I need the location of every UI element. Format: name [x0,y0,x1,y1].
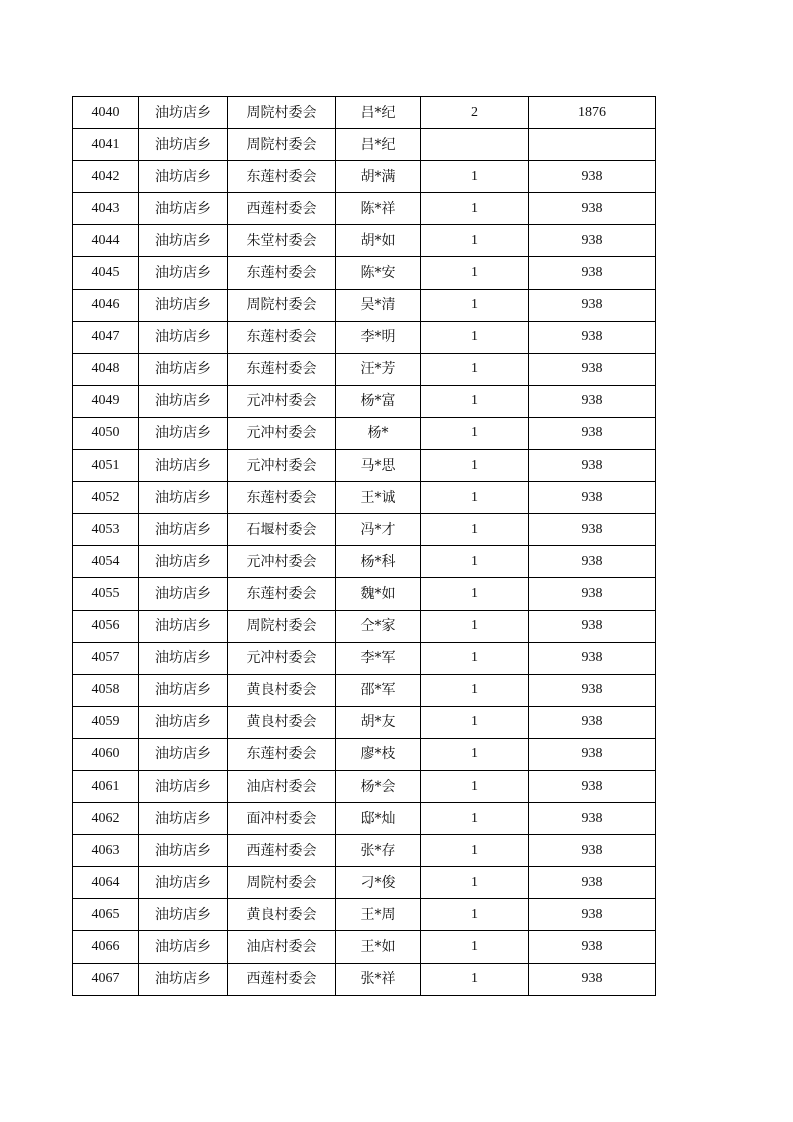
person-name-cell: 陈*祥 [336,193,421,225]
person-name-cell: 廖*枝 [336,738,421,770]
row-id-cell: 4047 [73,321,139,353]
township-cell: 油坊店乡 [139,578,228,610]
person-name-cell: 仝*家 [336,610,421,642]
amount-cell: 938 [529,450,656,482]
quantity-cell: 1 [421,803,529,835]
amount-cell: 938 [529,578,656,610]
village-cell: 黄良村委会 [228,674,336,706]
township-cell: 油坊店乡 [139,738,228,770]
village-cell: 西莲村委会 [228,963,336,995]
table-row [73,931,656,963]
quantity-cell: 1 [421,931,529,963]
row-id-cell: 4046 [73,289,139,321]
table-row [73,770,656,802]
village-cell: 周院村委会 [228,129,336,161]
table-row [73,257,656,289]
person-name-cell: 张*祥 [336,963,421,995]
row-id-cell: 4060 [73,738,139,770]
amount-cell: 938 [529,482,656,514]
township-cell: 油坊店乡 [139,642,228,674]
quantity-cell: 1 [421,674,529,706]
row-id-cell: 4041 [73,129,139,161]
village-cell: 石堰村委会 [228,514,336,546]
township-cell: 油坊店乡 [139,899,228,931]
village-cell: 周院村委会 [228,97,336,129]
amount-cell: 938 [529,642,656,674]
person-name-cell: 陈*安 [336,257,421,289]
amount-cell: 938 [529,899,656,931]
township-cell: 油坊店乡 [139,193,228,225]
records-body [73,97,656,996]
amount-cell: 938 [529,610,656,642]
amount-cell: 938 [529,289,656,321]
person-name-cell: 汪*芳 [336,353,421,385]
table-row [73,417,656,449]
person-name-cell: 胡*如 [336,225,421,257]
quantity-cell: 1 [421,899,529,931]
village-cell: 周院村委会 [228,867,336,899]
row-id-cell: 4044 [73,225,139,257]
amount-cell [529,129,656,161]
table-row [73,482,656,514]
quantity-cell: 1 [421,642,529,674]
quantity-cell: 1 [421,289,529,321]
amount-cell: 1876 [529,97,656,129]
person-name-cell: 李*军 [336,642,421,674]
quantity-cell: 1 [421,963,529,995]
amount-cell: 938 [529,353,656,385]
table-row [73,225,656,257]
quantity-cell: 1 [421,514,529,546]
row-id-cell: 4054 [73,546,139,578]
quantity-cell: 1 [421,385,529,417]
amount-cell: 938 [529,931,656,963]
person-name-cell: 吕*纪 [336,97,421,129]
township-cell: 油坊店乡 [139,867,228,899]
village-cell: 东莲村委会 [228,321,336,353]
village-cell: 周院村委会 [228,610,336,642]
person-name-cell: 王*周 [336,899,421,931]
table-row [73,129,656,161]
amount-cell: 938 [529,674,656,706]
row-id-cell: 4062 [73,803,139,835]
township-cell: 油坊店乡 [139,129,228,161]
row-id-cell: 4059 [73,706,139,738]
village-cell: 东莲村委会 [228,482,336,514]
person-name-cell: 马*思 [336,450,421,482]
person-name-cell: 邵*军 [336,674,421,706]
quantity-cell: 1 [421,867,529,899]
quantity-cell: 1 [421,225,529,257]
table-row [73,835,656,867]
township-cell: 油坊店乡 [139,482,228,514]
row-id-cell: 4049 [73,385,139,417]
row-id-cell: 4055 [73,578,139,610]
row-id-cell: 4051 [73,450,139,482]
row-id-cell: 4040 [73,97,139,129]
table-row [73,353,656,385]
village-cell: 东莲村委会 [228,161,336,193]
person-name-cell: 王*诚 [336,482,421,514]
quantity-cell: 2 [421,97,529,129]
person-name-cell: 邸*灿 [336,803,421,835]
table-row [73,450,656,482]
amount-cell: 938 [529,417,656,449]
amount-cell: 938 [529,706,656,738]
quantity-cell: 1 [421,321,529,353]
quantity-cell: 1 [421,835,529,867]
township-cell: 油坊店乡 [139,161,228,193]
village-cell: 油店村委会 [228,931,336,963]
table-row [73,578,656,610]
township-cell: 油坊店乡 [139,706,228,738]
village-cell: 元冲村委会 [228,642,336,674]
township-cell: 油坊店乡 [139,450,228,482]
row-id-cell: 4065 [73,899,139,931]
township-cell: 油坊店乡 [139,97,228,129]
row-id-cell: 4050 [73,417,139,449]
township-cell: 油坊店乡 [139,225,228,257]
amount-cell: 938 [529,803,656,835]
township-cell: 油坊店乡 [139,931,228,963]
person-name-cell: 魏*如 [336,578,421,610]
village-cell: 东莲村委会 [228,353,336,385]
row-id-cell: 4064 [73,867,139,899]
village-cell: 东莲村委会 [228,257,336,289]
table-row [73,193,656,225]
quantity-cell: 1 [421,417,529,449]
township-cell: 油坊店乡 [139,674,228,706]
row-id-cell: 4066 [73,931,139,963]
village-cell: 东莲村委会 [228,578,336,610]
table-row [73,867,656,899]
person-name-cell: 刁*俊 [336,867,421,899]
township-cell: 油坊店乡 [139,770,228,802]
table-row [73,97,656,129]
table-row [73,610,656,642]
person-name-cell: 吕*纪 [336,129,421,161]
village-cell: 周院村委会 [228,289,336,321]
person-name-cell: 杨*富 [336,385,421,417]
quantity-cell: 1 [421,610,529,642]
quantity-cell [421,129,529,161]
township-cell: 油坊店乡 [139,835,228,867]
quantity-cell: 1 [421,546,529,578]
row-id-cell: 4057 [73,642,139,674]
quantity-cell: 1 [421,161,529,193]
village-cell: 元冲村委会 [228,385,336,417]
township-cell: 油坊店乡 [139,385,228,417]
amount-cell: 938 [529,835,656,867]
table-row [73,321,656,353]
amount-cell: 938 [529,257,656,289]
amount-cell: 938 [529,385,656,417]
village-cell: 元冲村委会 [228,546,336,578]
table-row [73,161,656,193]
amount-cell: 938 [529,963,656,995]
quantity-cell: 1 [421,578,529,610]
village-cell: 东莲村委会 [228,738,336,770]
table-row [73,899,656,931]
row-id-cell: 4045 [73,257,139,289]
row-id-cell: 4043 [73,193,139,225]
person-name-cell: 王*如 [336,931,421,963]
row-id-cell: 4052 [73,482,139,514]
table-row [73,738,656,770]
row-id-cell: 4056 [73,610,139,642]
table-row [73,674,656,706]
quantity-cell: 1 [421,706,529,738]
person-name-cell: 李*明 [336,321,421,353]
village-cell: 油店村委会 [228,770,336,802]
person-name-cell: 胡*友 [336,706,421,738]
village-cell: 黄良村委会 [228,706,336,738]
person-name-cell: 胡*满 [336,161,421,193]
person-name-cell: 冯*才 [336,514,421,546]
township-cell: 油坊店乡 [139,321,228,353]
amount-cell: 938 [529,867,656,899]
village-cell: 黄良村委会 [228,899,336,931]
quantity-cell: 1 [421,482,529,514]
person-name-cell: 杨*科 [336,546,421,578]
quantity-cell: 1 [421,770,529,802]
township-cell: 油坊店乡 [139,803,228,835]
township-cell: 油坊店乡 [139,546,228,578]
table-row [73,706,656,738]
township-cell: 油坊店乡 [139,353,228,385]
row-id-cell: 4063 [73,835,139,867]
row-id-cell: 4042 [73,161,139,193]
village-cell: 西莲村委会 [228,835,336,867]
township-cell: 油坊店乡 [139,610,228,642]
row-id-cell: 4058 [73,674,139,706]
quantity-cell: 1 [421,257,529,289]
table-row [73,289,656,321]
amount-cell: 938 [529,738,656,770]
township-cell: 油坊店乡 [139,417,228,449]
village-cell: 面冲村委会 [228,803,336,835]
village-cell: 元冲村委会 [228,450,336,482]
row-id-cell: 4053 [73,514,139,546]
row-id-cell: 4067 [73,963,139,995]
amount-cell: 938 [529,321,656,353]
amount-cell: 938 [529,193,656,225]
table-row [73,546,656,578]
quantity-cell: 1 [421,738,529,770]
row-id-cell: 4061 [73,770,139,802]
table-row [73,385,656,417]
table-row [73,514,656,546]
quantity-cell: 1 [421,193,529,225]
row-id-cell: 4048 [73,353,139,385]
township-cell: 油坊店乡 [139,963,228,995]
amount-cell: 938 [529,225,656,257]
quantity-cell: 1 [421,450,529,482]
table-row [73,963,656,995]
table-row [73,803,656,835]
person-name-cell: 杨* [336,417,421,449]
records-table [72,96,656,996]
village-cell: 元冲村委会 [228,417,336,449]
amount-cell: 938 [529,770,656,802]
amount-cell: 938 [529,546,656,578]
village-cell: 朱堂村委会 [228,225,336,257]
quantity-cell: 1 [421,353,529,385]
table-row [73,642,656,674]
township-cell: 油坊店乡 [139,257,228,289]
person-name-cell: 张*存 [336,835,421,867]
amount-cell: 938 [529,514,656,546]
village-cell: 西莲村委会 [228,193,336,225]
township-cell: 油坊店乡 [139,514,228,546]
person-name-cell: 杨*会 [336,770,421,802]
amount-cell: 938 [529,161,656,193]
person-name-cell: 吴*清 [336,289,421,321]
township-cell: 油坊店乡 [139,289,228,321]
